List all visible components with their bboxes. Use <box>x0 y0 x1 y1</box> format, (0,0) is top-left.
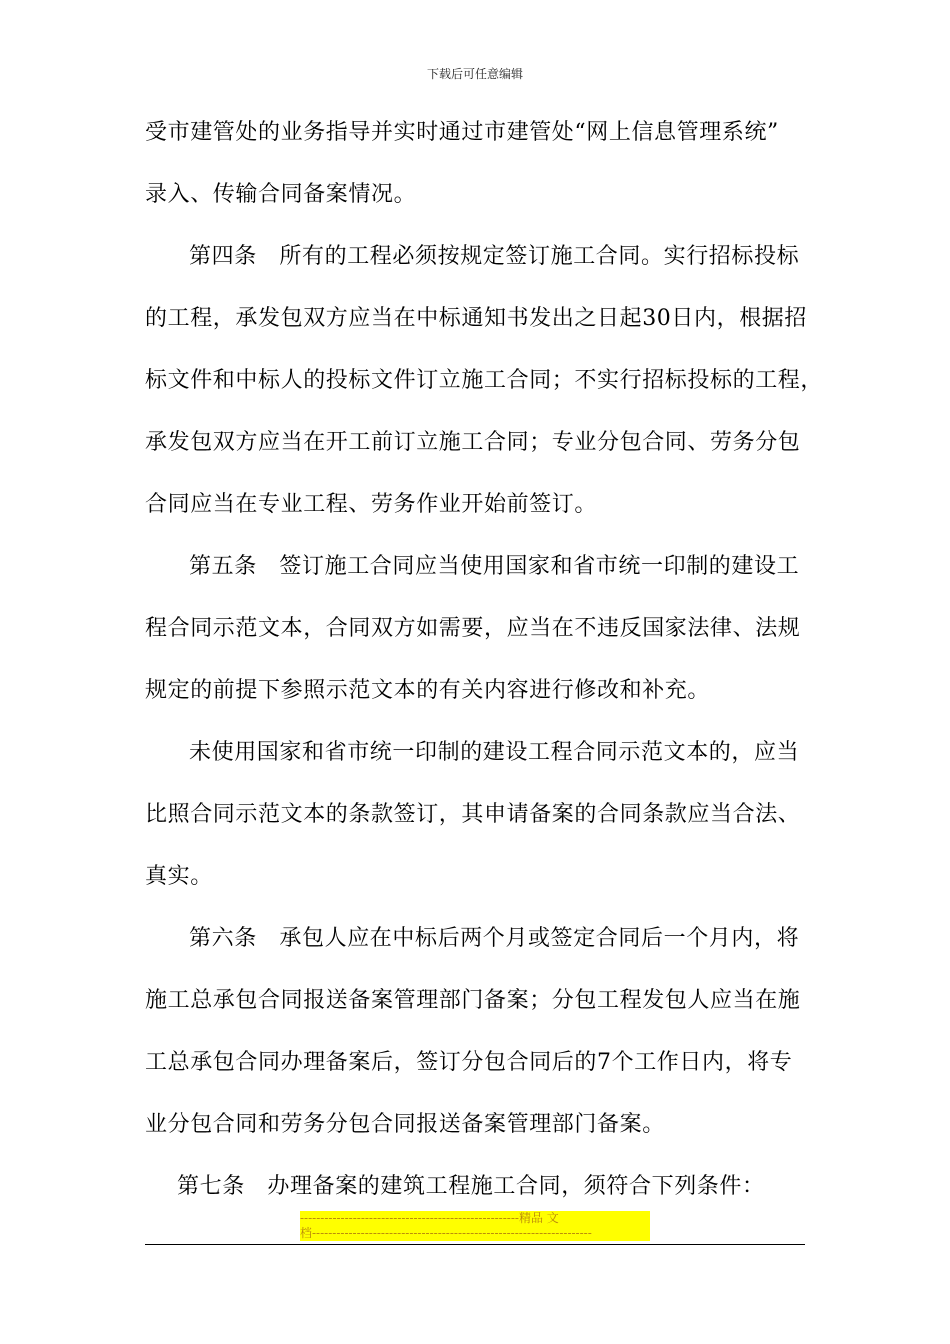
text-line: 比照合同示范文本的条款签订，其申请备案的合同条款应当合法、 <box>145 802 801 827</box>
page-header: 下载后可任意编辑 <box>426 67 523 81</box>
document-body <box>145 102 824 1218</box>
article-5-heading-line: 第五条 签订施工合同应当使用国家和省市统一印制的建设工 <box>189 554 800 579</box>
article-7-heading-line: 第七条 办理备案的建筑工程施工合同，须符合下列条件： <box>177 1174 765 1199</box>
text-line: 承发包双方应当在开工前订立施工合同；专业分包合同、劳务分包 <box>145 430 801 455</box>
text-line: 录入、传输合同备案情况。 <box>145 182 417 207</box>
footer-watermark-text <box>300 1211 650 1241</box>
footer-line-1: ------------------------------------------------------精品 文 <box>300 1211 559 1225</box>
article-4-heading-line: 第四条 所有的工程必须按规定签订施工合同。实行招标投标 <box>189 244 800 269</box>
text-line: 标文件和中标人的投标文件订立施工合同；不实行招标投标的工程， <box>145 368 824 393</box>
text-line: 受市建管处的业务指导并实时通过市建管处“网上信息管理系统” <box>145 120 779 145</box>
text-line: 程合同示范文本，合同双方如需要，应当在不违反国家法律、法规 <box>145 616 801 641</box>
text-line: 合同应当在专业工程、劳务作业开始前签订。 <box>145 492 598 517</box>
text-line: 施工总承包合同报送备案管理部门备案；分包工程发包人应当在施 <box>145 988 801 1013</box>
paragraph-start-line: 未使用国家和省市统一印制的建设工程合同示范文本的，应当 <box>189 740 800 765</box>
text-line: 的工程，承发包双方应当在中标通知书发出之日起30日内，根据招 <box>145 306 807 331</box>
text-line: 真实。 <box>145 864 213 889</box>
footer-divider <box>145 1244 805 1245</box>
footer-line-2: 档--------------------------------------------------------------------- <box>300 1226 592 1240</box>
article-6-heading-line: 第六条 承包人应在中标后两个月或签定合同后一个月内，将 <box>189 926 800 951</box>
text-line: 工总承包合同办理备案后，签订分包合同后的7个工作日内，将专 <box>145 1050 793 1075</box>
text-line: 规定的前提下参照示范文本的有关内容进行修改和补充。 <box>145 678 711 703</box>
text-line: 业分包合同和劳务分包合同报送备案管理部门备案。 <box>145 1112 665 1137</box>
